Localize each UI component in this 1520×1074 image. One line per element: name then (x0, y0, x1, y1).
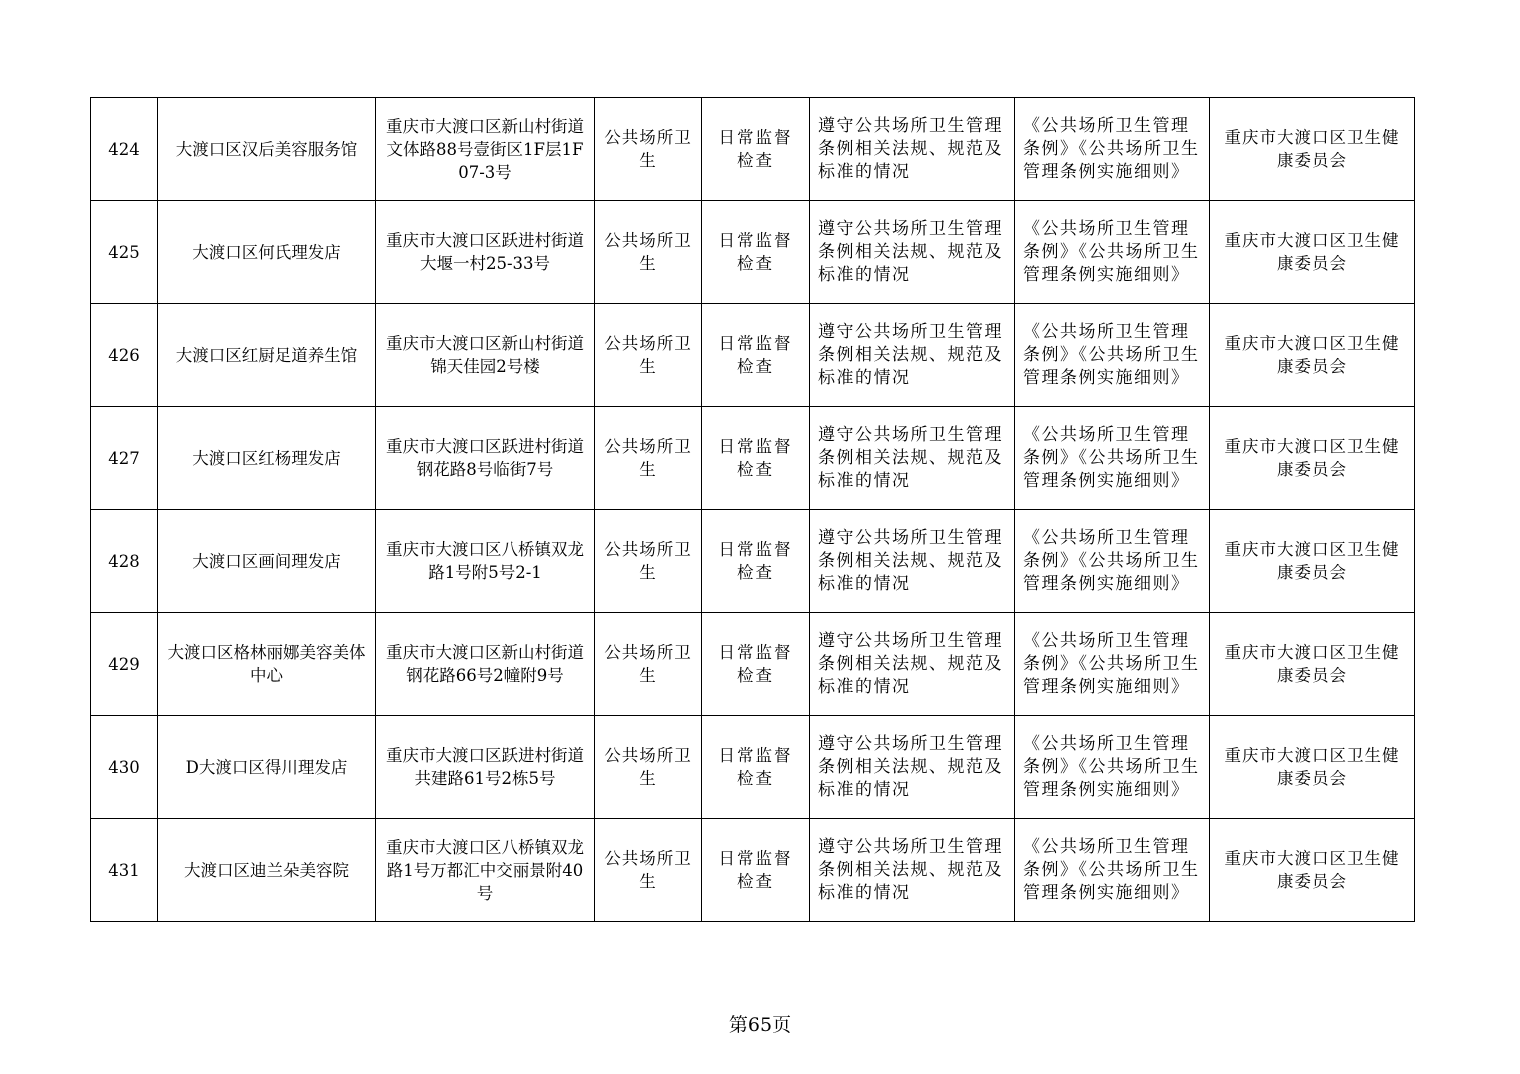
inspection-content-cell: 遵守公共场所卫生管理条例相关法规、规范及标准的情况 (810, 98, 1015, 201)
business-name-cell: 大渡口区格林丽娜美容美体中心 (158, 613, 376, 716)
legal-basis-cell: 《公共场所卫生管理条例》《公共场所卫生管理条例实施细则》 (1015, 304, 1210, 407)
address-cell: 重庆市大渡口区跃进村街道钢花路8号临街7号 (376, 407, 595, 510)
table-row (91, 407, 1415, 510)
legal-basis-cell: 《公共场所卫生管理条例》《公共场所卫生管理条例实施细则》 (1015, 510, 1210, 613)
inspection-method-cell: 日常监督检查 (702, 304, 810, 407)
inspection-content-cell: 遵守公共场所卫生管理条例相关法规、规范及标准的情况 (810, 613, 1015, 716)
record-number-cell: 430 (91, 716, 158, 819)
legal-basis-cell: 《公共场所卫生管理条例》《公共场所卫生管理条例实施细则》 (1015, 716, 1210, 819)
category-cell: 公共场所卫生 (595, 819, 702, 922)
authority-cell: 重庆市大渡口区卫生健康委员会 (1210, 819, 1415, 922)
authority-cell: 重庆市大渡口区卫生健康委员会 (1210, 201, 1415, 304)
authority-cell: 重庆市大渡口区卫生健康委员会 (1210, 510, 1415, 613)
business-name-cell: 大渡口区何氏理发店 (158, 201, 376, 304)
business-name-cell: 大渡口区红杨理发店 (158, 407, 376, 510)
table-row (91, 613, 1415, 716)
address-cell: 重庆市大渡口区新山村街道文体路88号壹街区1F层1F07-3号 (376, 98, 595, 201)
legal-basis-cell: 《公共场所卫生管理条例》《公共场所卫生管理条例实施细则》 (1015, 98, 1210, 201)
table-row (91, 201, 1415, 304)
inspection-method-cell: 日常监督检查 (702, 98, 810, 201)
authority-cell: 重庆市大渡口区卫生健康委员会 (1210, 407, 1415, 510)
address-cell: 重庆市大渡口区八桥镇双龙路1号万都汇中交丽景附40号 (376, 819, 595, 922)
record-number-cell: 429 (91, 613, 158, 716)
inspection-method-cell: 日常监督检查 (702, 716, 810, 819)
record-number-cell: 428 (91, 510, 158, 613)
inspection-method-cell: 日常监督检查 (702, 201, 810, 304)
category-cell: 公共场所卫生 (595, 510, 702, 613)
address-cell: 重庆市大渡口区跃进村街道大堰一村25-33号 (376, 201, 595, 304)
inspection-content-cell: 遵守公共场所卫生管理条例相关法规、规范及标准的情况 (810, 819, 1015, 922)
category-cell: 公共场所卫生 (595, 613, 702, 716)
record-number-cell: 425 (91, 201, 158, 304)
table-row (91, 819, 1415, 922)
inspection-method-cell: 日常监督检查 (702, 613, 810, 716)
legal-basis-cell: 《公共场所卫生管理条例》《公共场所卫生管理条例实施细则》 (1015, 613, 1210, 716)
business-name-cell: 大渡口区汉后美容服务馆 (158, 98, 376, 201)
inspection-content-cell: 遵守公共场所卫生管理条例相关法规、规范及标准的情况 (810, 407, 1015, 510)
address-cell: 重庆市大渡口区新山村街道锦天佳园2号楼 (376, 304, 595, 407)
table-body (91, 98, 1415, 922)
page-number: 第65页 (728, 1014, 792, 1036)
legal-basis-cell: 《公共场所卫生管理条例》《公共场所卫生管理条例实施细则》 (1015, 201, 1210, 304)
inspection-content-cell: 遵守公共场所卫生管理条例相关法规、规范及标准的情况 (810, 716, 1015, 819)
authority-cell: 重庆市大渡口区卫生健康委员会 (1210, 716, 1415, 819)
inspection-content-cell: 遵守公共场所卫生管理条例相关法规、规范及标准的情况 (810, 510, 1015, 613)
inspection-method-cell: 日常监督检查 (702, 819, 810, 922)
category-cell: 公共场所卫生 (595, 716, 702, 819)
inspection-method-cell: 日常监督检查 (702, 510, 810, 613)
category-cell: 公共场所卫生 (595, 98, 702, 201)
inspection-method-cell: 日常监督检查 (702, 407, 810, 510)
address-cell: 重庆市大渡口区新山村街道钢花路66号2幢附9号 (376, 613, 595, 716)
table-row (91, 716, 1415, 819)
address-cell: 重庆市大渡口区跃进村街道共建路61号2栋5号 (376, 716, 595, 819)
category-cell: 公共场所卫生 (595, 201, 702, 304)
record-number-cell: 427 (91, 407, 158, 510)
category-cell: 公共场所卫生 (595, 304, 702, 407)
record-number-cell: 431 (91, 819, 158, 922)
table-row (91, 510, 1415, 613)
business-name-cell: 大渡口区迪兰朵美容院 (158, 819, 376, 922)
legal-basis-cell: 《公共场所卫生管理条例》《公共场所卫生管理条例实施细则》 (1015, 819, 1210, 922)
record-number-cell: 426 (91, 304, 158, 407)
table-row (91, 98, 1415, 201)
authority-cell: 重庆市大渡口区卫生健康委员会 (1210, 98, 1415, 201)
legal-basis-cell: 《公共场所卫生管理条例》《公共场所卫生管理条例实施细则》 (1015, 407, 1210, 510)
address-cell: 重庆市大渡口区八桥镇双龙路1号附5号2-1 (376, 510, 595, 613)
inspection-record-table (90, 97, 1415, 922)
business-name-cell: 大渡口区红厨足道养生馆 (158, 304, 376, 407)
category-cell: 公共场所卫生 (595, 407, 702, 510)
business-name-cell: 大渡口区画间理发店 (158, 510, 376, 613)
record-number-cell: 424 (91, 98, 158, 201)
business-name-cell: D大渡口区得川理发店 (158, 716, 376, 819)
authority-cell: 重庆市大渡口区卫生健康委员会 (1210, 304, 1415, 407)
inspection-content-cell: 遵守公共场所卫生管理条例相关法规、规范及标准的情况 (810, 304, 1015, 407)
table-row (91, 304, 1415, 407)
inspection-content-cell: 遵守公共场所卫生管理条例相关法规、规范及标准的情况 (810, 201, 1015, 304)
authority-cell: 重庆市大渡口区卫生健康委员会 (1210, 613, 1415, 716)
